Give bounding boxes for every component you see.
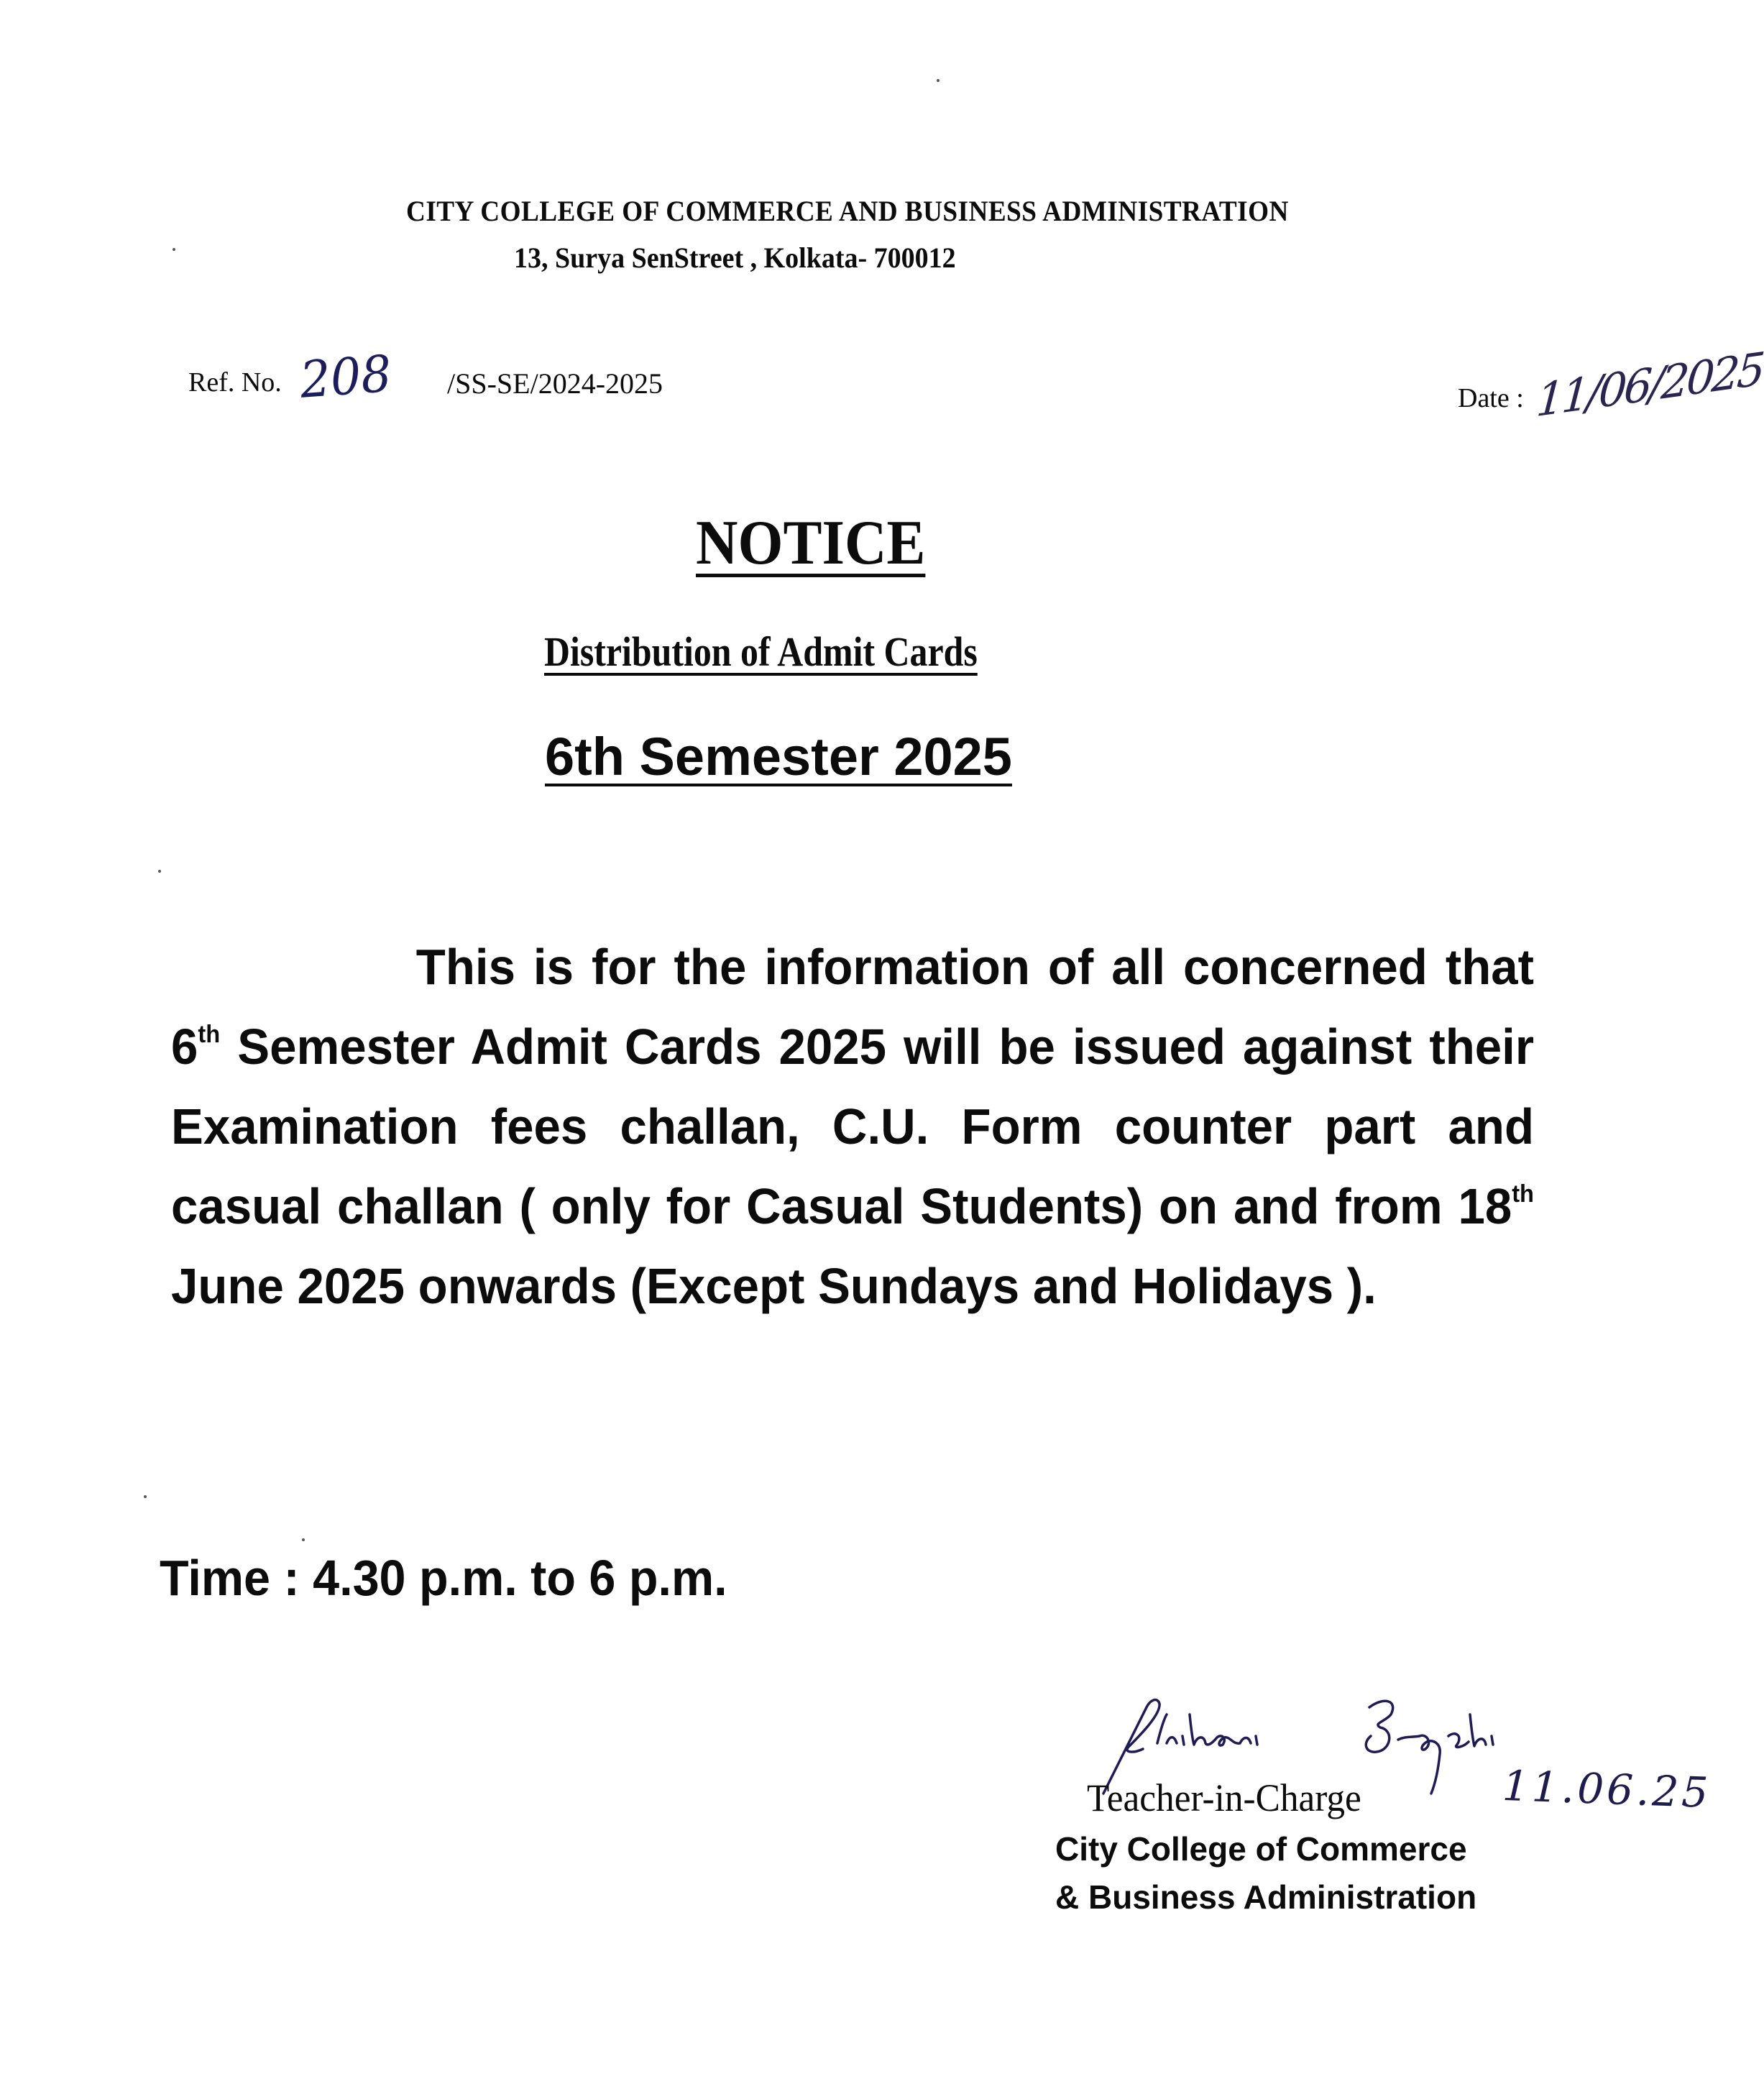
notice-subject: Distribution of Admit Cards (544, 628, 978, 675)
college-name: CITY COLLEGE OF COMMERCE AND BUSINESS ADMINISTRATION (406, 195, 1289, 227)
body-part-3: June 2025 onwards (Except Sundays and Holidays ). (171, 1258, 1377, 1314)
signature-stroke (1366, 1701, 1493, 1794)
signature-stroke (1157, 1714, 1257, 1745)
body-superscript-2: th (1512, 1180, 1534, 1208)
signature-date-handwritten: 11.06.25 (1501, 1760, 1712, 1818)
ref-label: Ref. No. (188, 367, 282, 398)
notice-body (171, 927, 1534, 1326)
college-address: 13, Surya SenStreet , Kolkata- 700012 (514, 242, 956, 274)
scan-speck (158, 870, 161, 873)
date-value-handwritten: 11/06/2025 (1534, 341, 1764, 428)
scan-speck (302, 1538, 305, 1541)
signatory-org-line-2: & Business Administration (1055, 1878, 1477, 1916)
ref-number-handwritten: 208 (298, 344, 394, 410)
semester-heading: 6th Semester 2025 (545, 727, 1012, 786)
scan-speck (937, 79, 940, 82)
body-part-1: This is for the information of all concerned that 6 (171, 939, 1534, 1075)
ref-suffix: /SS-SE/2024-2025 (447, 367, 663, 400)
scan-speck (144, 1495, 147, 1498)
signatory-title: Teacher-in-Charge (1087, 1776, 1361, 1819)
signatory-org-line-1: City College of Commerce (1055, 1830, 1467, 1868)
date-label: Date : (1458, 383, 1524, 413)
notice-title: NOTICE (696, 508, 926, 578)
scan-speck (173, 248, 175, 251)
body-superscript-1: th (198, 1021, 221, 1048)
time-line: Time : 4.30 p.m. to 6 p.m. (160, 1550, 727, 1606)
body-part-2: Semester Admit Cards 2025 will be issued against their Examination fees challan, C.U. Form counter part and casual challan ( only for Casual Students) on and from 18 (171, 1019, 1535, 1234)
